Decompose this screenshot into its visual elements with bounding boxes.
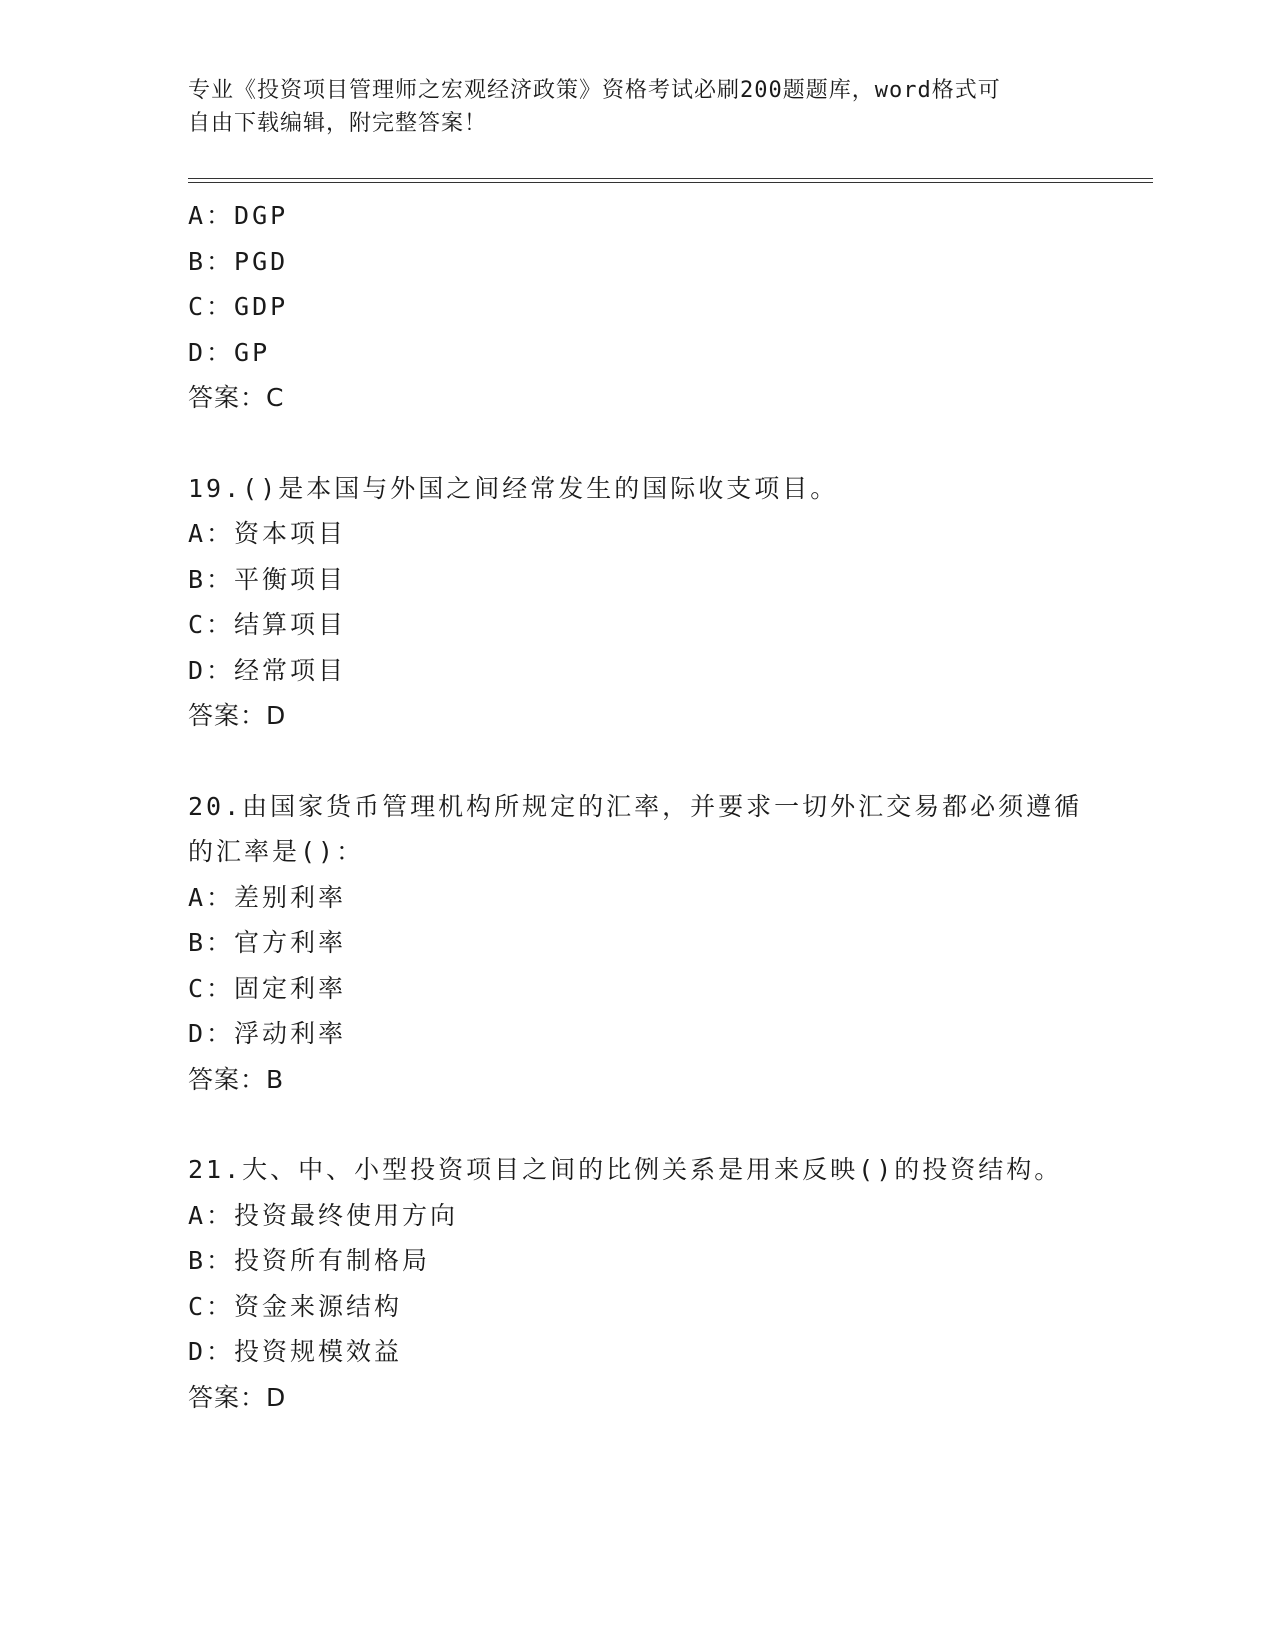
question-list: [188, 193, 1148, 1420]
header-title-line-2: 自由下载编辑，附完整答案！: [188, 111, 488, 136]
option-b: B：官方利率: [188, 928, 347, 957]
page-header: [188, 74, 1088, 140]
answer-line: 答案：C: [188, 383, 285, 412]
option-a: A：DGP: [188, 201, 289, 230]
header-divider: [188, 178, 1153, 183]
question-19: [188, 466, 1148, 739]
question-stem: 21.大、中、小型投资项目之间的比例关系是用来反映()的投资结构。: [188, 1155, 1063, 1184]
header-title-line-1: 专业《投资项目管理师之宏观经济政策》资格考试必刷200题题库，word格式可: [188, 78, 1001, 103]
option-c: C：结算项目: [188, 610, 347, 639]
answer-line: 答案：D: [188, 701, 287, 730]
question-21: [188, 1147, 1148, 1420]
answer-line: 答案：B: [188, 1064, 285, 1094]
option-c: C：固定利率: [188, 973, 347, 1003]
option-c: C：资金来源结构: [188, 1291, 403, 1321]
option-a: A：资本项目: [188, 519, 347, 548]
question-20: [188, 784, 1148, 1103]
option-d: D：浮动利率: [188, 1019, 347, 1048]
option-a: A：差别利率: [188, 882, 347, 912]
answer-line: 答案：D: [188, 1382, 287, 1412]
option-d: D：投资规模效益: [188, 1337, 403, 1366]
option-d: D：经常项目: [188, 655, 347, 685]
option-d: D：GP: [188, 337, 271, 367]
option-b: B：PGD: [188, 246, 289, 276]
option-b: B：投资所有制格局: [188, 1246, 431, 1275]
question-stem: 19.()是本国与外国之间经常发生的国际收支项目。: [188, 473, 839, 503]
question-stem: 20.由国家货币管理机构所规定的汇率，并要求一切外汇交易都必须遵循的汇率是()：: [188, 791, 1083, 866]
option-a: A：投资最终使用方向: [188, 1200, 459, 1230]
option-b: B：平衡项目: [188, 564, 347, 594]
option-c: C：GDP: [188, 292, 289, 321]
question-18-continued: [188, 193, 1148, 421]
